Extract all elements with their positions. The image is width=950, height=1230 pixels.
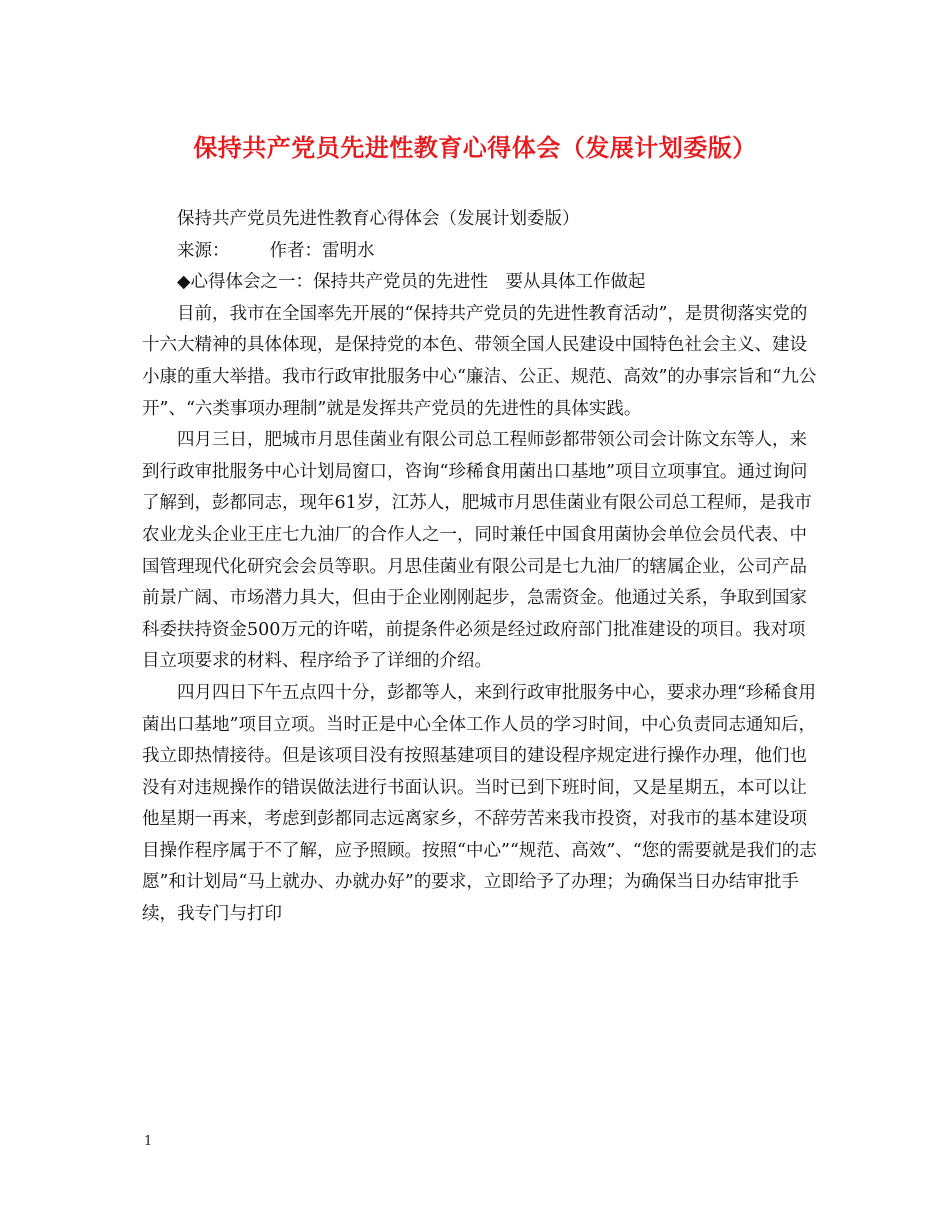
body-paragraph: 目前，我市在全国率先开展的“保持共产党员的先进性教育活动”，是贯彻落实党的十六大精神的具体体现，是保持党的本色、带领全国人民建设中国特色社会主义、建设小康的重大举措。我市行政审批服务中心“廉洁、公正、规范、高效”的办事宗旨和“九公开”、“六类事项办理制”就是发挥共产党员的先进性的具体实践。 [142,303,817,419]
page-number: 1 [144,1134,153,1149]
source-author-line [142,236,822,268]
source-label: 来源： [177,240,230,261]
body-paragraph: 四月三日，肥城市月思佳菌业有限公司总工程师彭都带领公司会计陈文东等人，来到行政审批服务中心计划局窗口，咨询“珍稀食用菌出口基地”项目立项事宜。通过询问了解到，彭都同志，现年61岁，江苏人，肥城市月思佳菌业有限公司总工程师，是我市农业龙头企业王庄七九油厂的合作人之一，同时兼任中国食用菌协会单位会员代表、中国管理现代化研究会会员等职。月思佳菌业有限公司是七九油厂的辖属企业，公司产品前景广阔、市场潜力具大，但由于企业刚刚起步，急需资金。他通过关系，争取到国家科委扶持资金500万元的许喏，前提条件必须是经过政府部门批准建设的项目。我对项目立项要求的材料、程序给予了详细的介绍。 [142,430,812,672]
document-subtitle: 保持共产党员先进性教育心得体会（发展计划委版） [177,209,580,229]
author-label: 作者：雷明水 [269,240,375,261]
document-body [142,204,822,931]
section-heading: ◆心得体会之一：保持共产党员的先进性 要从具体工作做起 [177,272,646,293]
body-paragraph: 四月四日下午五点四十分，彭都等人，来到行政审批服务中心，要求办理“珍稀食用菌出口基地”项目立项。当时正是中心全体工作人员的学习时间，中心负责同志通知后，我立即热情接待。但是该项目没有按照基建项目的建设程序规定进行操作办理，他们也没有对违规操作的错误做法进行书面认识。当时已到下班时间，又是星期五，本可以让他星期一再来，考虑到彭都同志远离家乡，不辞劳苦来我市投资，对我市的基本建设项目操作程序属于不了解，应予照顾。按照“中心”“规范、高效”、“您的需要就是我们的志愿”和计划局“马上就办、办就办好”的要求，立即给予了办理；为确保当日办结审批手续，我专门与打印 [142,682,817,925]
document-title: 保持共产党员先进性教育心得体会（发展计划委版） [193,134,757,162]
